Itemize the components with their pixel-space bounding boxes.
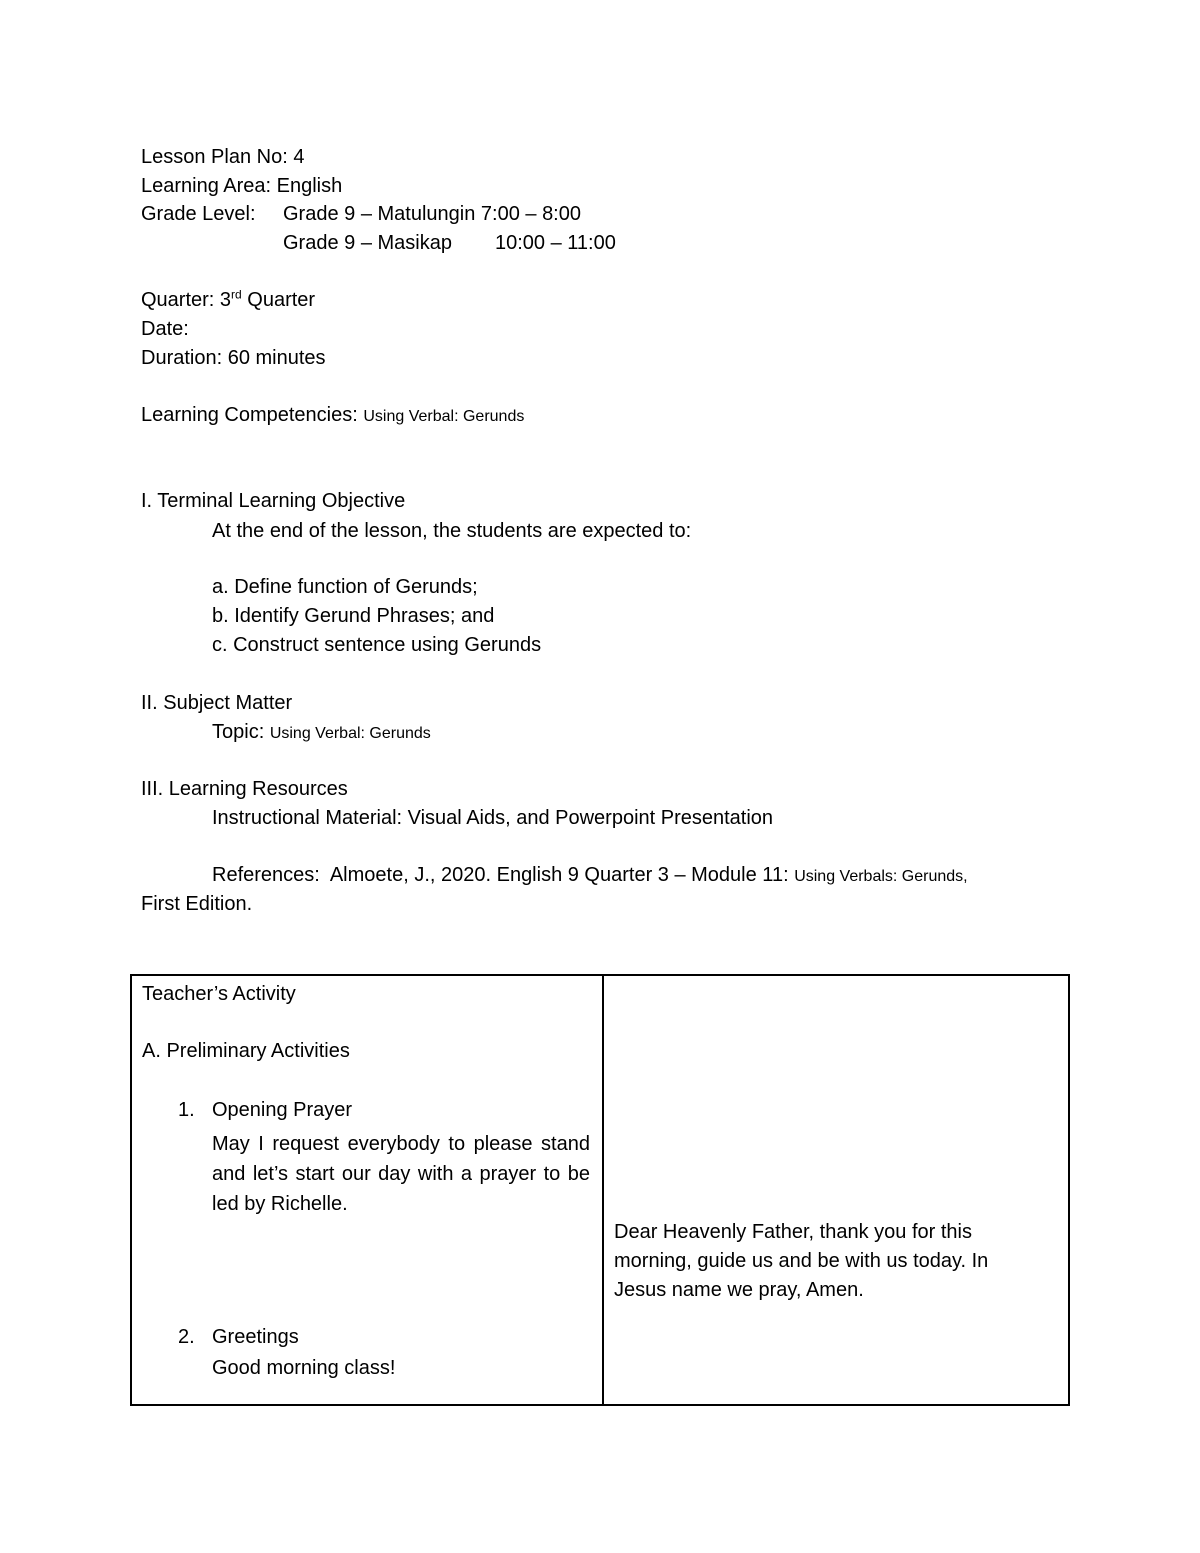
competencies-value: Using Verbal: Gerunds [363, 408, 525, 425]
topic-value: Using Verbal: Gerunds [269, 725, 431, 742]
objective-item: b. Identify Gerund Phrases; and [212, 605, 495, 627]
competencies-label: Learning Competencies: [141, 404, 364, 426]
list-number: 2. [178, 1326, 195, 1348]
quarter-prefix: Quarter: 3 [141, 289, 232, 311]
lesson-plan-number: Lesson Plan No: 4 [141, 146, 305, 168]
quarter-suffix: Quarter [241, 289, 316, 311]
greetings-title: Greetings [212, 1326, 299, 1348]
teacher-activity-cell [131, 975, 603, 1405]
references [212, 863, 968, 889]
student-prayer-response: Dear Heavenly Father, thank you for this morning, guide us and be with us today. In Jesus name we pray, Amen. [614, 1221, 989, 1301]
objective-item: a. Define function of Gerunds; [212, 576, 478, 598]
section-1-heading: I. Terminal Learning Objective [141, 490, 406, 512]
section-2-heading: II. Subject Matter [141, 692, 293, 714]
activity-table [130, 974, 1070, 1406]
objectives-intro: At the end of the lesson, the students are expected to: [212, 520, 692, 542]
opening-prayer-text: May I request everybody to please stand and let’s start our day with a prayer to be led by Richelle. [212, 1133, 590, 1215]
grade-line-2-time: 10:00 – 11:00 [495, 232, 616, 254]
table-row [131, 975, 1069, 1405]
learning-area: Learning Area: English [141, 175, 343, 197]
topic-label: Topic: [212, 721, 270, 743]
references-prefix: References: Almoete, J., 2020. English 9 Quarter 3 – Module 11: [212, 864, 795, 886]
references-title: Using Verbals: Gerunds, [794, 868, 968, 885]
instructional-material: Instructional Material: Visual Aids, and Powerpoint Presentation [212, 807, 774, 829]
grade-level-label: Grade Level: [141, 203, 256, 225]
date-label: Date: [141, 318, 189, 340]
duration: Duration: 60 minutes [141, 347, 326, 369]
student-activity-cell [603, 975, 1069, 1405]
references-continuation: First Edition. [141, 893, 253, 915]
preliminary-activities-heading: A. Preliminary Activities [142, 1040, 350, 1062]
section-3-heading: III. Learning Resources [141, 778, 348, 800]
learning-competencies [141, 403, 524, 429]
opening-prayer-title: Opening Prayer [212, 1099, 353, 1121]
topic [212, 720, 431, 746]
grade-line-2-section: Grade 9 – Masikap [283, 232, 452, 254]
list-number: 1. [178, 1099, 195, 1121]
objective-item: c. Construct sentence using Gerunds [212, 634, 542, 656]
greetings-text: Good morning class! [212, 1357, 396, 1379]
teacher-activity-heading: Teacher’s Activity [142, 983, 296, 1005]
quarter [141, 288, 315, 312]
grade-line-1: Grade 9 – Matulungin 7:00 – 8:00 [283, 203, 581, 225]
quarter-superscript: rd [231, 287, 242, 302]
